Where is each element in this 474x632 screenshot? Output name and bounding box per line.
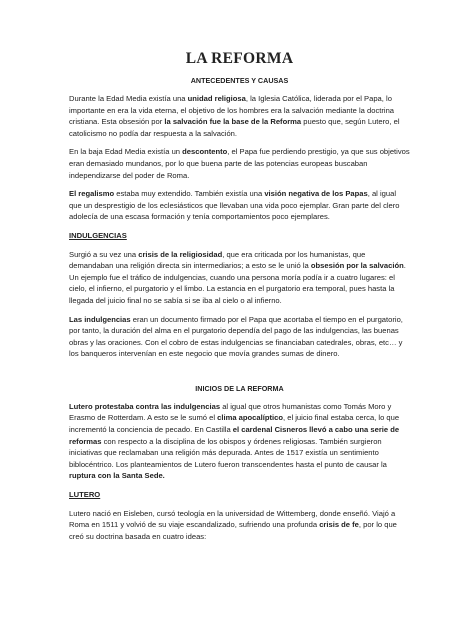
bold-text-run: visión negativa de los Papas (264, 189, 368, 199)
text-run: eran un documento firmado por el Papa que acortaba el tiempo en el purgatorio, por tanto, la duración del alma en el purgatorio dependía del pago de las indulgencias, las buenas obras y las oraciones. Con el cobro de estas indulgencias se financiaban catedrales, obras, etc… y los banqueros intervenían en este negocio que movía grandes sumas de dinero. (69, 314, 403, 359)
text-run: con respecto a la disciplina de los obispos y órdenes religiosas. También surgieron iniciativas que reclamaban una religión más depurada. Antes de 1517 existía un sentimiento biblocéntrico. Los planteamientos de Lutero fueron transcendentes hasta el punto de causar la (69, 436, 387, 469)
paragraph (69, 401, 410, 482)
text-run: , el juicio final estaba cerca, lo que incrementó la conciencia de pecado. En Castilla (69, 413, 400, 435)
paragraph (69, 146, 410, 181)
bold-text-run: ruptura con la Santa Sede. (69, 471, 165, 481)
text-run: al igual que otros humanistas como Tomás Moro y Erasmo de Rotterdam. A esto se le sumó el (69, 401, 392, 423)
text-run: , por lo que creó su doctrina basada en cuatro ideas: (69, 520, 397, 541)
text-run: . Un ejemplo fue el tráfico de indulgencias, cuando una persona moría podía ir a cuatro lugares: el cielo, el infierno, el purgatorio y el limbo. La estancia en el purgatorio era temporal, pues hasta la llegada del juicio final no se sabía si se iba al cielo o al infierno. (69, 261, 406, 305)
paragraph (69, 508, 410, 543)
section-heading-lutero: LUTERO (69, 490, 101, 500)
bold-text-run: crisis de fe (319, 520, 359, 530)
bold-text-run: clima apocalíptico (217, 413, 283, 423)
text-run: , al igual que un desprestigio de los eclesiásticos que llevaban una vida poco ejemplar. Gran parte del clero adolecía de una escasa formación y tenía comportamientos poco ejemplares. (69, 189, 400, 222)
paragraph (69, 188, 410, 223)
paragraph (69, 93, 410, 139)
bold-text-run: descontento (182, 147, 228, 157)
bold-text-run: El regalismo (69, 189, 115, 199)
text-run: puesto que, según Lutero, el catolicismo no podía dar respuesta a la salvación. (69, 117, 400, 138)
text-run: Durante la Edad Media existía una (69, 94, 188, 103)
text-run: , que era criticada por los humanistas, que demandaban una religión directa sin intermediarios; a esto se le unió la (69, 249, 366, 271)
bold-text-run: unidad religiosa (187, 94, 246, 103)
text-run: , la Iglesia Católica, liderada por el Papa, lo importante en era la vida eterna, el objetivo de los hombres era la salvación mediante la doctrina cristiana. Esta obsesión por (69, 94, 395, 127)
text-run: , el Papa fue perdiendo prestigio, ya que sus objetivos eran demasiado mundanos, por lo que buena parte de las potencias europeas buscaban independizarse del poder de Roma. (69, 147, 410, 180)
bold-text-run: el cardenal Cisneros llevó a cabo una serie de reformas (69, 425, 400, 446)
bold-text-run: crisis de la religiosidad (138, 249, 223, 259)
paragraph (69, 249, 410, 307)
text-run: estaba muy extendido. También existía una (114, 189, 265, 199)
paragraph (69, 314, 410, 360)
bold-text-run: Las indulgencias (69, 314, 131, 324)
section-heading-indulgencias: INDULGENCIAS (69, 230, 127, 240)
text-run: Surgió a su vez una (69, 249, 139, 259)
bold-text-run: la salvación fue la base de la Reforma (164, 117, 302, 127)
bold-text-run: obsesión por la salvación (310, 261, 404, 271)
section-heading-antecedentes: ANTECEDENTES Y CAUSAS (190, 76, 289, 85)
text-run: Lutero nació en Eisleben, cursó teología en la universidad de Wittemberg, donde enseñó. Viajó a Roma en 1511 y volvió de su viaje escandalizado, sufriendo una profunda (69, 508, 396, 530)
text-run: En la baja Edad Media existía un (69, 147, 183, 157)
section-heading-inicios: INICIOS DE LA REFORMA (195, 383, 284, 393)
document-title: LA REFORMA (185, 50, 294, 67)
bold-text-run: Lutero protestaba contra las indulgencias (69, 401, 221, 411)
